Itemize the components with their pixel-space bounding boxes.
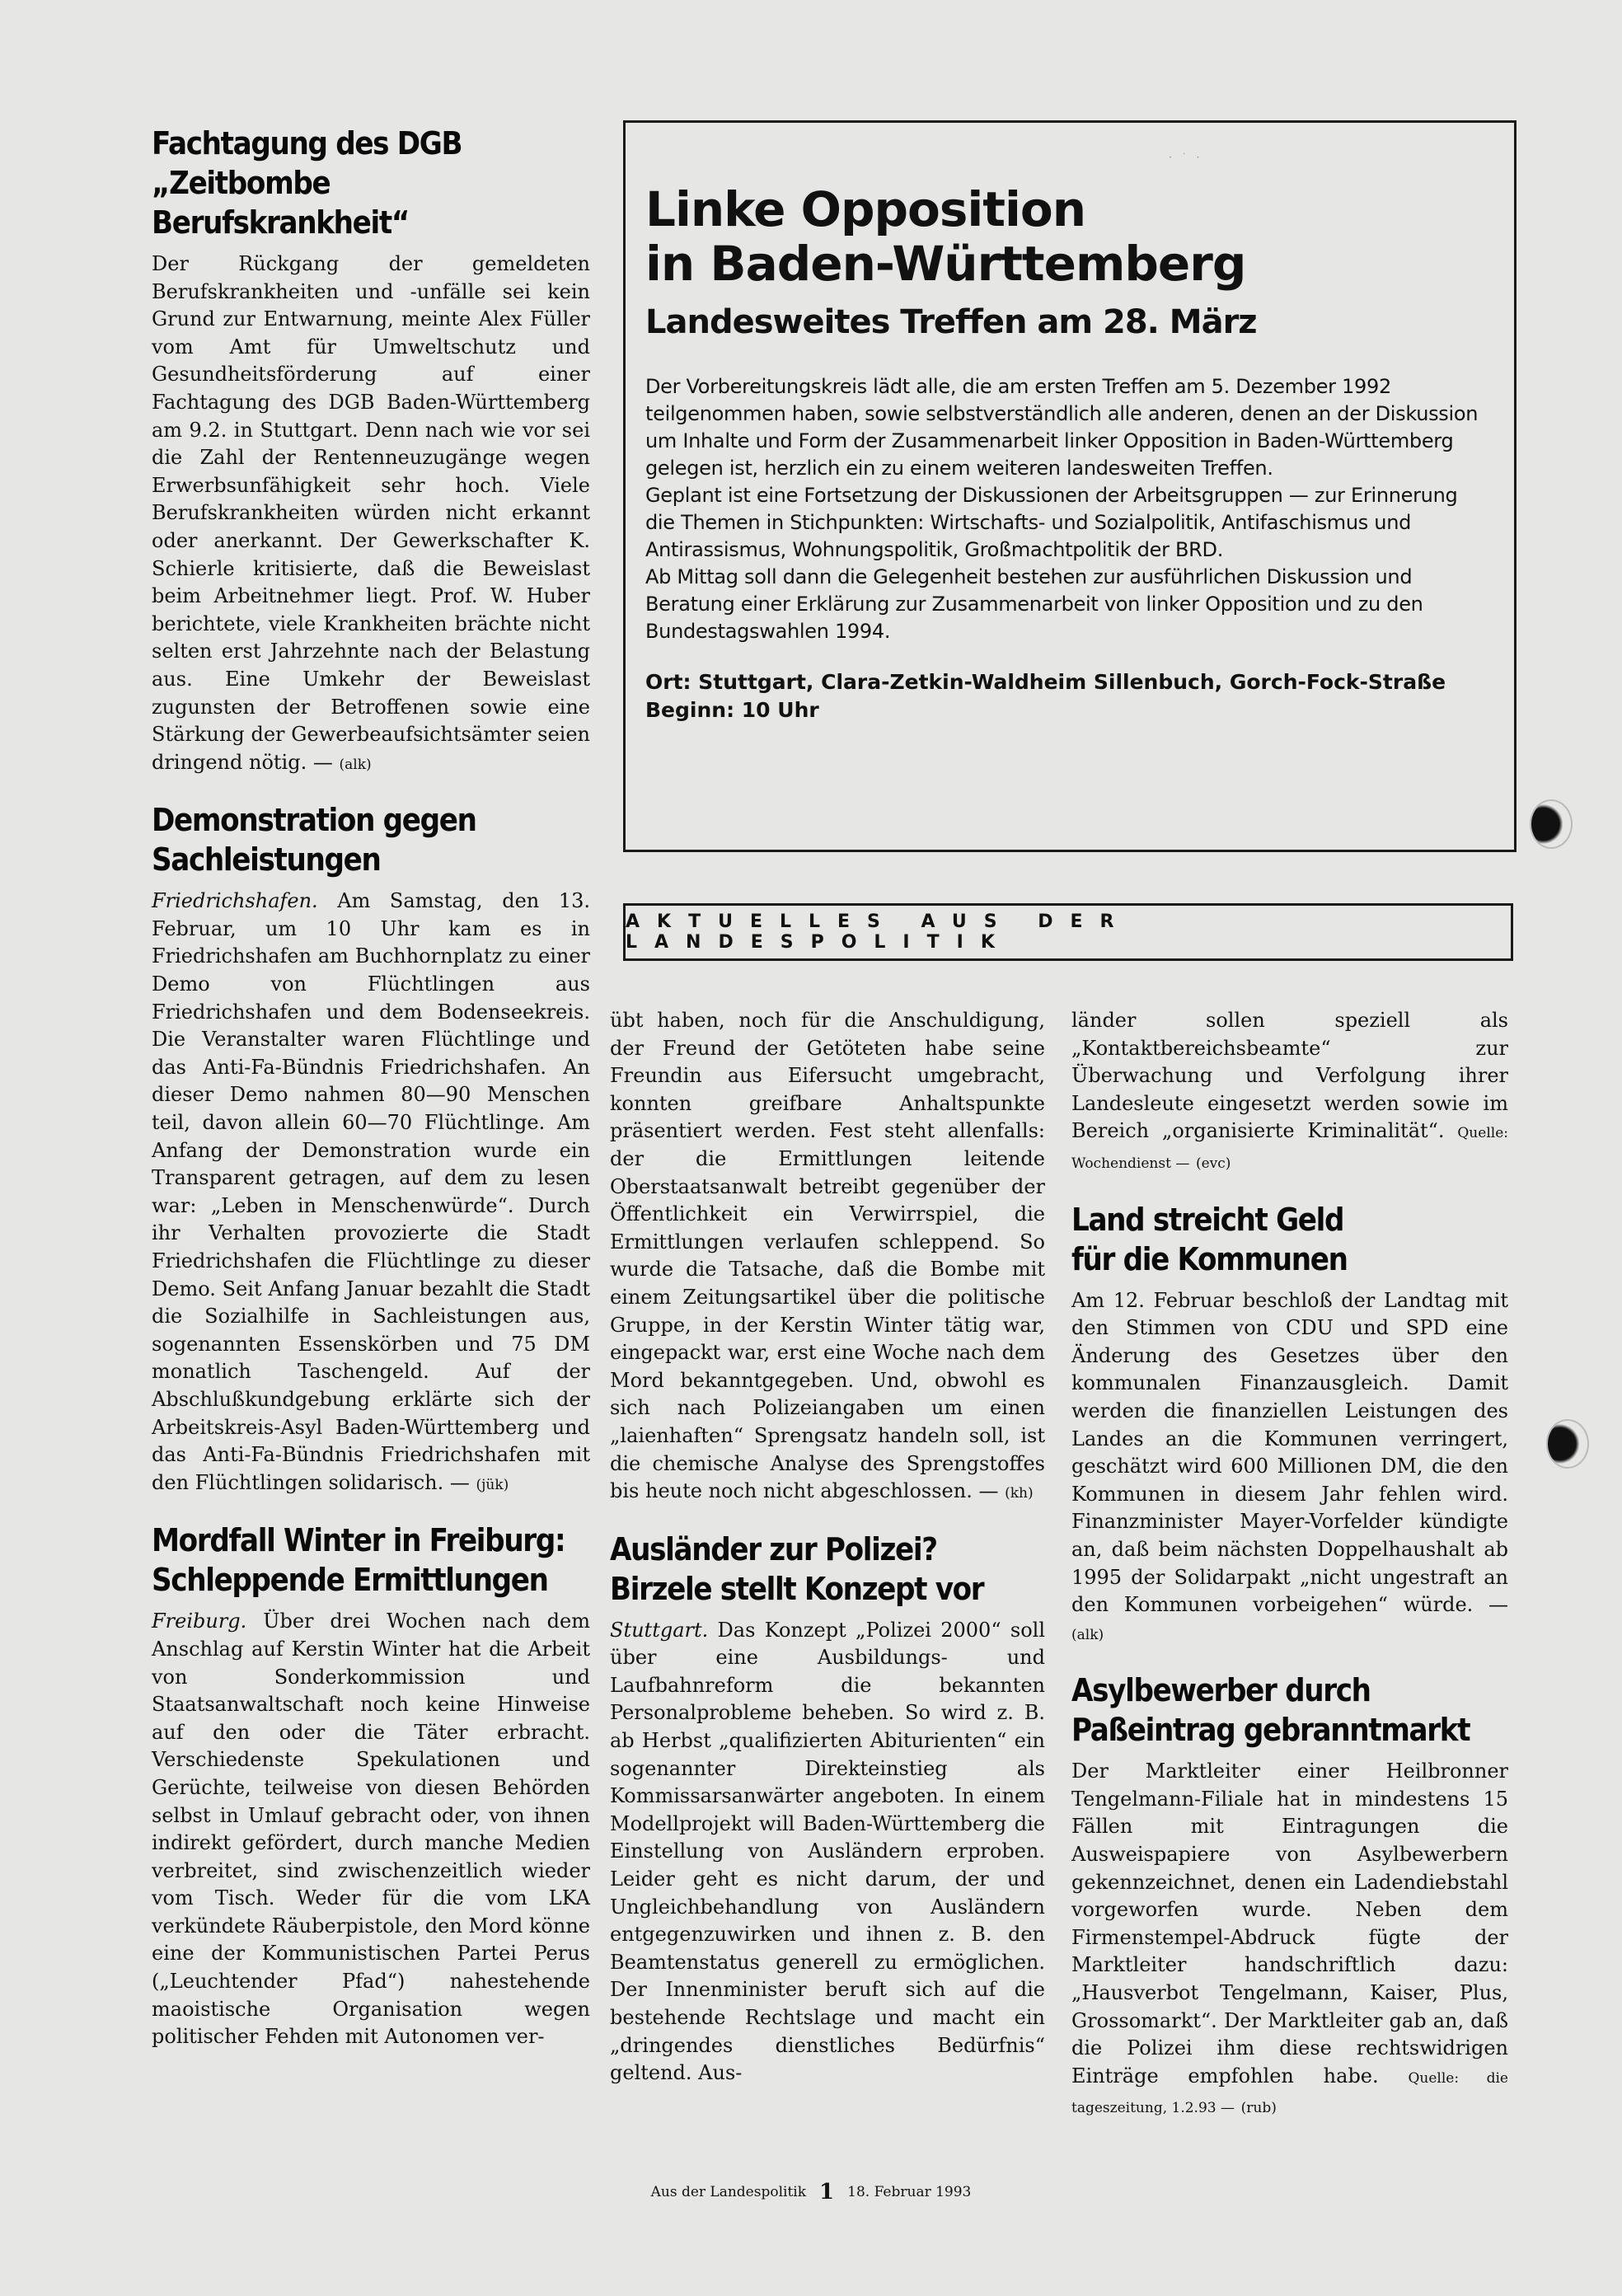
author-signature: (jük) xyxy=(476,1476,509,1493)
box-event-details xyxy=(645,668,1489,724)
page-footer xyxy=(0,2180,1622,2205)
dateline-place: Freiburg. xyxy=(152,1610,247,1633)
title-line: Sachleistungen xyxy=(152,841,381,879)
title-line: Paßeintrag gebranntmarkt xyxy=(1071,1712,1470,1749)
punch-hole-icon xyxy=(1530,799,1573,849)
footer-date: 18. Februar 1993 xyxy=(847,2184,972,2200)
announcement-box xyxy=(623,120,1517,852)
article-body-polizei-cont xyxy=(1071,1007,1508,1178)
article-body-asyl xyxy=(1071,1758,1508,2123)
article-body-winter-cont xyxy=(610,1007,1045,1508)
body-text: Am 12. Februar beschloß der Landtag mit den Stimmen von CDU und SPD eine Änderung des Gesetzes über den kommunalen Finanzausgleich. Damit werden die finanziellen Leistungen des Landes an die Kommunen verringert, geschätzt wird 600 Millionen DM, die den Kommunen in diesem Jahr fehlen wird. Finanzminister Mayer-Vorfelder kündigte an, daß beim nächsten Doppelhaushalt ab 1995 der Solidarpakt „nicht ungestraft an den Kommunen vorbeigehen“ würde. — xyxy=(1071,1288,1508,1617)
article-body-winter xyxy=(152,1608,590,2101)
middle-column xyxy=(610,1007,1045,2085)
author-signature: (kh) xyxy=(1005,1485,1034,1502)
author-signature: (evc) xyxy=(1195,1155,1231,1172)
source-note: Quelle: die tageszeitung, 1.2.93 — xyxy=(1071,2069,1508,2117)
author-signature: (rub) xyxy=(1240,2100,1277,2117)
page-number: 1 xyxy=(819,2180,835,2205)
punch-hole-icon xyxy=(1546,1419,1589,1469)
title-line: Linke Opposition xyxy=(645,181,1086,237)
left-column xyxy=(152,124,590,2101)
body-text: Am Samstag, den 13. Februar, um 10 Uhr kam es in Friedrichshafen am Buchhornplatz zu einer Demo von Flüchtlingen aus Friedrichshafen und dem Bodenseekreis. Die Veranstalter waren Flüchtlinge und das Anti-Fa-Bündnis Friedrichshafen. An dieser Demo nahmen 80—90 Menschen teil, davon allein 60—70 Flüchtlinge. Am Anfang der Demonstration wurde ein Transparent getragen, auf dem zu lesen war: „Leben in Menschenwürde“. Durch ihr Verhalten provozierte die Stadt Friedrichshafen die Flüchtlinge zu dieser Demo. Seit Anfang Januar bezahlt die Stadt die Sozialhilfe in Sachleistungen aus, sogenannten Essenskörben und 75 DM monatlich Taschengeld. Auf der Abschlußkundgebung erklärte sich der Arbeitskreis-Asyl Baden-Württemberg und das Anti-Fa-Bündnis Friedrichshafen mit den Flüchtlingen solidarisch. — xyxy=(152,889,590,1494)
box-subtitle: Landesweites Treffen am 28. März xyxy=(645,303,1257,341)
title-line: in Baden-Württemberg xyxy=(645,236,1246,292)
article-body-demo xyxy=(152,888,590,1499)
title-line: Ausländer zur Polizei? xyxy=(610,1530,937,1567)
body-text: übt haben, noch für die Anschuldigung, der Freund der Getöteten habe seine Freundin aus Eifersucht umgebracht, konnten greifbare Anhaltspunkte präsentiert werden. Fest steht allenfalls: der die Ermittlungen leitende Oberstaatsanwalt betreibt gegenüber der Öffentlichkeit ein Verwirrspiel, die Ermittlungen verlaufen schleppend. So wurde die Tatsache, daß die Bombe mit einem Zeitungsartikel über die politische Gruppe, in der Kerstin Winter tätig war, eingepackt war, erst eine Woche nach dem Mord bekanntgegeben. Und, obwohl es sich nach Polizeiangaben um einen „laienhaften“ Sprengsatz handeln soll, ist die chemische Analyse des Sprengstoffes bis heute noch nicht abgeschlossen. — xyxy=(610,1009,1045,1503)
title-line: Mordfall Winter in Freiburg: xyxy=(152,1522,565,1559)
article-title-demo xyxy=(152,800,593,879)
event-start: Beginn: 10 Uhr xyxy=(645,698,819,722)
author-signature: (alk) xyxy=(339,756,372,773)
body-text: Der Marktleiter einer Heilbronner Tengelmann-Filiale hat in mindestens 15 Fällen mit Eintragungen die Ausweispapiere von Asylbewerbern gekennzeichnet, denen ein Ladendiebstahl vorgeworfen wurde. Neben dem Firmenstempel-Abdruck fügte der Marktleiter handschriftlich dazu: „Hausverbot Tengelmann, Kaiser, Plus, Grossomarkt“. Der Marktleiter gab an, daß die Polizei ihm diese rechtswidrigen Einträge empfohlen habe. xyxy=(1071,1759,1508,2087)
section-banner: AKTUELLES AUS DER LANDESPOLITIK xyxy=(623,903,1513,961)
right-column xyxy=(1071,1007,1508,2144)
body-text: Das Konzept „Polizei 2000“ soll über eine Ausbildungs- und Laufbahnreform die bekannten Personalprobleme beheben. So wird z. B. ab Herbst „qualifizierten Abiturienten“ ein sogenannter Direkteinstieg als Kommissarsanwärter angeboten. In einem Modellprojekt will Baden-Württemberg die Einstellung von Ausländern erproben. Leider geht es nicht darum, der und Ungleichbehandlung von Ausländern entgegenzuwirken und ihnen z. B. den Beamtenstatus generell zu ermöglichen. Der Innenminister beruft sich auf die bestehende Rechtslage und macht ein „dringendes dienstliches Bedürfnis“ geltend. Aus- xyxy=(610,1618,1045,2085)
box-paragraph: Der Vorbereitungskreis lädt alle, die am ersten Treffen am 5. Dezember 1992 teilgenommen haben, sowie selbstverständlich alle anderen, denen an der Diskussion um Inhalte und Form der Zusammenarbeit linker Opposition in Baden-Württemberg gelegen ist, herzlich ein zu einem weiteren landesweiten Treffen. xyxy=(645,375,1479,480)
title-line: „Zeitbombe Berufskrankheit“ xyxy=(152,165,409,241)
title-line: Schleppende Ermittlungen xyxy=(152,1562,548,1599)
body-text: Der Rückgang der gemeldeten Berufskrankheiten und -unfälle sei kein Grund zur Entwarnung, meinte Alex Füller vom Amt für Umweltschutz und Gesundheitsförderung auf einer Fachtagung des DGB Baden-Württemberg am 9.2. in Stuttgart. Denn nach wie vor sei die Zahl der Rentenneuzugänge wegen Erwerbsunfähigkeit sehr hoch. Viele Berufskrankheiten würden nicht erkannt oder anerkannt. Der Gewerkschafter K. Schierle kritisierte, daß die Beweislast beim Arbeitnehmer liegt. Prof. W. Huber berichtete, viele Krankheiten brächte nicht selten erst Jahrzehnte nach der Belastung aus. Eine Umkehr der Beweislast zugunsten der Betroffenen sowie eine Stärkung der Gewerbeaufsichtsämter seien dringend nötig. — xyxy=(152,252,590,774)
article-body-kommunen xyxy=(1071,1287,1508,1650)
article-body-polizei xyxy=(610,1617,1045,2085)
title-line: Demonstration gegen xyxy=(152,802,476,839)
article-title-kommunen xyxy=(1071,1200,1512,1279)
box-paragraph: Geplant ist eine Fortsetzung der Diskussionen der Arbeitsgruppen — zur Erinnerung die Themen in Stichpunkten: Wirtschafts- und Sozialpolitik, Antifaschismus und Antirassismus, Wohnungspolitik, Großmachtpolitik der BRD. xyxy=(645,484,1458,561)
box-title xyxy=(645,182,1489,291)
box-paragraph: Ab Mittag soll dann die Gelegenheit bestehen zur ausführlichen Diskussion und Beratung einer Erklärung zur Zusammenarbeit von linker Opposition und zu den Bundestagswahlen 1994. xyxy=(645,565,1423,643)
dateline-place: Stuttgart. xyxy=(610,1618,709,1642)
source-note: Quelle: Wochendienst — xyxy=(1071,1125,1508,1172)
title-line: Asylbewerber durch xyxy=(1071,1672,1371,1709)
title-line: für die Kommunen xyxy=(1071,1240,1348,1277)
article-body-dgb xyxy=(152,251,590,779)
article-title-asyl xyxy=(1071,1670,1512,1750)
body-text: länder sollen speziell als „Kontaktbereichsbeamte“ zur Überwachung und Verfolgung ihrer Landesleute eingesetzt werden sowie im Bereich „organisierte Kriminalität“. xyxy=(1071,1009,1508,1143)
event-location: Ort: Stuttgart, Clara-Zetkin-Waldheim Sillenbuch, Gorch-Fock-Straße xyxy=(645,670,1446,694)
title-line: Birzele stellt Konzept vor xyxy=(610,1570,984,1607)
author-signature: (alk) xyxy=(1071,1626,1104,1643)
footer-section: Aus der Landespolitik xyxy=(650,2184,807,2200)
body-text: Über drei Wochen nach dem Anschlag auf Kerstin Winter hat die Arbeit von Sonderkommission und Staatsanwaltschaft noch keine Hinweise auf den oder die Täter erbracht. Verschiedenste Spekulationen und Gerüchte, teilweise von diesen Behörden selbst in Umlauf gebracht oder, von ihnen indirekt gefördert, durch manche Medien verbreitet, sind zwischenzeitlich wieder vom Tisch. Weder für die vom LKA verkündete Räuberpistole, den Mord könne eine der Kommunistischen Partei Perus („Leuchtender Pfad“) nahestehende maoistische Organisation wegen politischer Fehden mit Autonomen ver- xyxy=(152,1610,590,2049)
article-title-dgb xyxy=(152,124,593,242)
article-title-winter xyxy=(152,1521,593,1600)
article-title-polizei xyxy=(610,1530,1048,1609)
title-line: Fachtagung des DGB xyxy=(152,125,462,162)
dateline-place: Friedrichshafen. xyxy=(152,889,318,913)
title-line: Land streicht Geld xyxy=(1071,1201,1344,1238)
print-speck: · ˙ · xyxy=(1169,152,1203,163)
